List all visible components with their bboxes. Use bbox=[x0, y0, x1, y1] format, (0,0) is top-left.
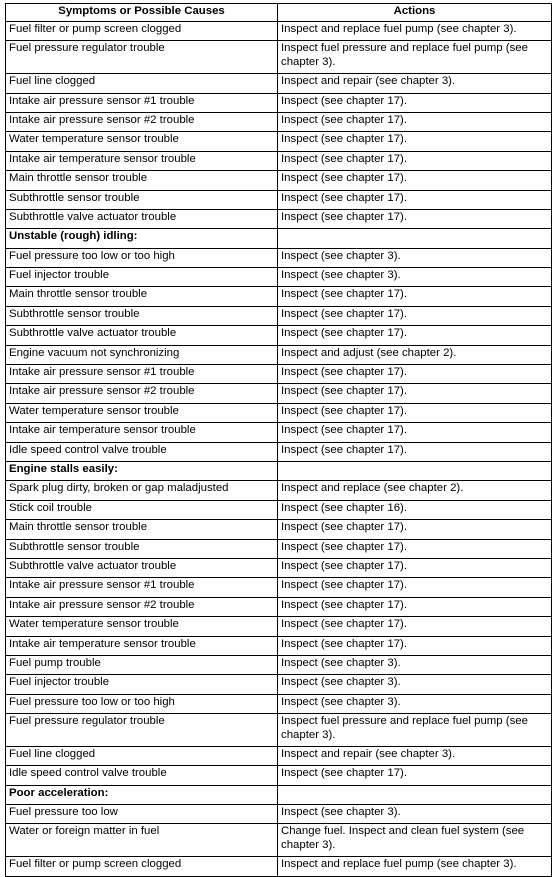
cause-cell: Fuel pressure regulator trouble bbox=[6, 41, 278, 74]
table-row bbox=[6, 481, 552, 500]
action-cell: Inspect (see chapter 17). bbox=[278, 539, 552, 558]
table-row bbox=[6, 365, 552, 384]
action-cell: Inspect (see chapter 17). bbox=[278, 766, 552, 785]
table-row bbox=[6, 384, 552, 403]
table-row bbox=[6, 578, 552, 597]
cause-cell: Intake air pressure sensor #2 trouble bbox=[6, 112, 278, 131]
table-row bbox=[6, 345, 552, 364]
action-cell: Inspect (see chapter 17). bbox=[278, 442, 552, 461]
action-cell: Inspect (see chapter 17). bbox=[278, 132, 552, 151]
action-cell: Inspect (see chapter 17). bbox=[278, 171, 552, 190]
table-row bbox=[6, 694, 552, 713]
cause-cell: Subthrottle valve actuator trouble bbox=[6, 209, 278, 228]
table-row bbox=[6, 824, 552, 857]
action-cell: Inspect (see chapter 3). bbox=[278, 675, 552, 694]
cause-cell: Fuel line clogged bbox=[6, 74, 278, 93]
action-cell: Inspect (see chapter 17). bbox=[278, 617, 552, 636]
troubleshooting-table bbox=[5, 3, 552, 877]
cause-cell: Main throttle sensor trouble bbox=[6, 520, 278, 539]
section-header-row bbox=[6, 785, 552, 804]
cause-cell: Fuel pressure regulator trouble bbox=[6, 714, 278, 747]
action-cell: Inspect (see chapter 17). bbox=[278, 403, 552, 422]
action-cell: Inspect (see chapter 17). bbox=[278, 287, 552, 306]
cause-cell: Fuel injector trouble bbox=[6, 675, 278, 694]
table-row bbox=[6, 268, 552, 287]
table-header-row bbox=[6, 4, 552, 22]
action-cell: Inspect (see chapter 17). bbox=[278, 384, 552, 403]
cause-cell: Intake air pressure sensor #1 trouble bbox=[6, 365, 278, 384]
table-row bbox=[6, 675, 552, 694]
action-cell: Inspect (see chapter 17). bbox=[278, 326, 552, 345]
table-row bbox=[6, 442, 552, 461]
cause-cell: Water temperature sensor trouble bbox=[6, 403, 278, 422]
table-row bbox=[6, 22, 552, 41]
table-row bbox=[6, 403, 552, 422]
cause-cell: Intake air pressure sensor #1 trouble bbox=[6, 93, 278, 112]
action-cell: Inspect and replace fuel pump (see chapter 3). bbox=[278, 22, 552, 41]
cause-cell: Fuel pump trouble bbox=[6, 655, 278, 674]
table-row bbox=[6, 539, 552, 558]
cause-cell: Fuel filter or pump screen clogged bbox=[6, 857, 278, 876]
cause-cell: Fuel pressure too low or too high bbox=[6, 694, 278, 713]
cause-cell: Intake air temperature sensor trouble bbox=[6, 636, 278, 655]
cause-cell: Stick coil trouble bbox=[6, 500, 278, 519]
table-row bbox=[6, 287, 552, 306]
column-header-causes: Symptoms or Possible Causes bbox=[6, 4, 278, 22]
table-row bbox=[6, 248, 552, 267]
action-cell: Inspect (see chapter 3). bbox=[278, 694, 552, 713]
table-row bbox=[6, 171, 552, 190]
cause-cell: Idle speed control valve trouble bbox=[6, 766, 278, 785]
cause-cell: Intake air pressure sensor #2 trouble bbox=[6, 597, 278, 616]
action-cell: Inspect (see chapter 17). bbox=[278, 93, 552, 112]
cause-cell: Intake air temperature sensor trouble bbox=[6, 423, 278, 442]
table-row bbox=[6, 423, 552, 442]
action-cell: Inspect (see chapter 17). bbox=[278, 423, 552, 442]
action-cell: Inspect fuel pressure and replace fuel pump (see chapter 3). bbox=[278, 714, 552, 747]
action-cell: Inspect (see chapter 17). bbox=[278, 636, 552, 655]
action-cell bbox=[278, 785, 552, 804]
table-row bbox=[6, 112, 552, 131]
cause-cell: Main throttle sensor trouble bbox=[6, 287, 278, 306]
cause-cell: Water or foreign matter in fuel bbox=[6, 824, 278, 857]
cause-cell: Spark plug dirty, broken or gap maladjusted bbox=[6, 481, 278, 500]
action-cell: Inspect (see chapter 17). bbox=[278, 558, 552, 577]
table-row bbox=[6, 306, 552, 325]
action-cell: Inspect and adjust (see chapter 2). bbox=[278, 345, 552, 364]
table-row bbox=[6, 617, 552, 636]
table-row bbox=[6, 190, 552, 209]
table-body bbox=[6, 22, 552, 877]
table-row bbox=[6, 746, 552, 765]
cause-cell: Intake air pressure sensor #1 trouble bbox=[6, 578, 278, 597]
section-header-row bbox=[6, 229, 552, 248]
action-cell: Inspect (see chapter 3). bbox=[278, 248, 552, 267]
table-row bbox=[6, 151, 552, 170]
action-cell: Inspect and repair (see chapter 3). bbox=[278, 746, 552, 765]
table-row bbox=[6, 93, 552, 112]
cause-cell: Subthrottle valve actuator trouble bbox=[6, 326, 278, 345]
action-cell: Inspect and replace fuel pump (see chapter 3). bbox=[278, 857, 552, 876]
table-row bbox=[6, 326, 552, 345]
table-row bbox=[6, 209, 552, 228]
action-cell: Inspect (see chapter 16). bbox=[278, 500, 552, 519]
action-cell: Inspect (see chapter 17). bbox=[278, 306, 552, 325]
action-cell: Inspect and replace (see chapter 2). bbox=[278, 481, 552, 500]
table-row bbox=[6, 74, 552, 93]
cause-cell: Fuel filter or pump screen clogged bbox=[6, 22, 278, 41]
cause-cell: Intake air pressure sensor #2 trouble bbox=[6, 384, 278, 403]
section-title: Engine stalls easily: bbox=[6, 462, 278, 481]
table-row bbox=[6, 857, 552, 876]
action-cell: Inspect (see chapter 3). bbox=[278, 805, 552, 824]
cause-cell: Fuel injector trouble bbox=[6, 268, 278, 287]
action-cell: Inspect (see chapter 17). bbox=[278, 365, 552, 384]
table-row bbox=[6, 766, 552, 785]
cause-cell: Subthrottle sensor trouble bbox=[6, 539, 278, 558]
cause-cell: Fuel pressure too low bbox=[6, 805, 278, 824]
action-cell: Inspect and repair (see chapter 3). bbox=[278, 74, 552, 93]
table-row bbox=[6, 636, 552, 655]
action-cell: Inspect fuel pressure and replace fuel pump (see chapter 3). bbox=[278, 41, 552, 74]
table-row bbox=[6, 132, 552, 151]
cause-cell: Subthrottle sensor trouble bbox=[6, 190, 278, 209]
table-row bbox=[6, 714, 552, 747]
cause-cell: Intake air temperature sensor trouble bbox=[6, 151, 278, 170]
cause-cell: Fuel line clogged bbox=[6, 746, 278, 765]
cause-cell: Engine vacuum not synchronizing bbox=[6, 345, 278, 364]
column-header-actions: Actions bbox=[278, 4, 552, 22]
table-row bbox=[6, 558, 552, 577]
cause-cell: Fuel pressure too low or too high bbox=[6, 248, 278, 267]
action-cell: Inspect (see chapter 3). bbox=[278, 268, 552, 287]
action-cell: Change fuel. Inspect and clean fuel system (see chapter 3). bbox=[278, 824, 552, 857]
table-row bbox=[6, 655, 552, 674]
action-cell: Inspect (see chapter 3). bbox=[278, 655, 552, 674]
section-title: Poor acceleration: bbox=[6, 785, 278, 804]
table-row bbox=[6, 597, 552, 616]
table-row bbox=[6, 805, 552, 824]
cause-cell: Subthrottle sensor trouble bbox=[6, 306, 278, 325]
action-cell: Inspect (see chapter 17). bbox=[278, 578, 552, 597]
action-cell: Inspect (see chapter 17). bbox=[278, 190, 552, 209]
cause-cell: Main throttle sensor trouble bbox=[6, 171, 278, 190]
action-cell: Inspect (see chapter 17). bbox=[278, 597, 552, 616]
action-cell: Inspect (see chapter 17). bbox=[278, 112, 552, 131]
table-row bbox=[6, 41, 552, 74]
action-cell bbox=[278, 229, 552, 248]
cause-cell: Water temperature sensor trouble bbox=[6, 132, 278, 151]
cause-cell: Water temperature sensor trouble bbox=[6, 617, 278, 636]
action-cell: Inspect (see chapter 17). bbox=[278, 151, 552, 170]
table-row bbox=[6, 500, 552, 519]
table-row bbox=[6, 520, 552, 539]
section-header-row bbox=[6, 462, 552, 481]
action-cell bbox=[278, 462, 552, 481]
cause-cell: Idle speed control valve trouble bbox=[6, 442, 278, 461]
cause-cell: Subthrottle valve actuator trouble bbox=[6, 558, 278, 577]
section-title: Unstable (rough) idling: bbox=[6, 229, 278, 248]
action-cell: Inspect (see chapter 17). bbox=[278, 520, 552, 539]
action-cell: Inspect (see chapter 17). bbox=[278, 209, 552, 228]
